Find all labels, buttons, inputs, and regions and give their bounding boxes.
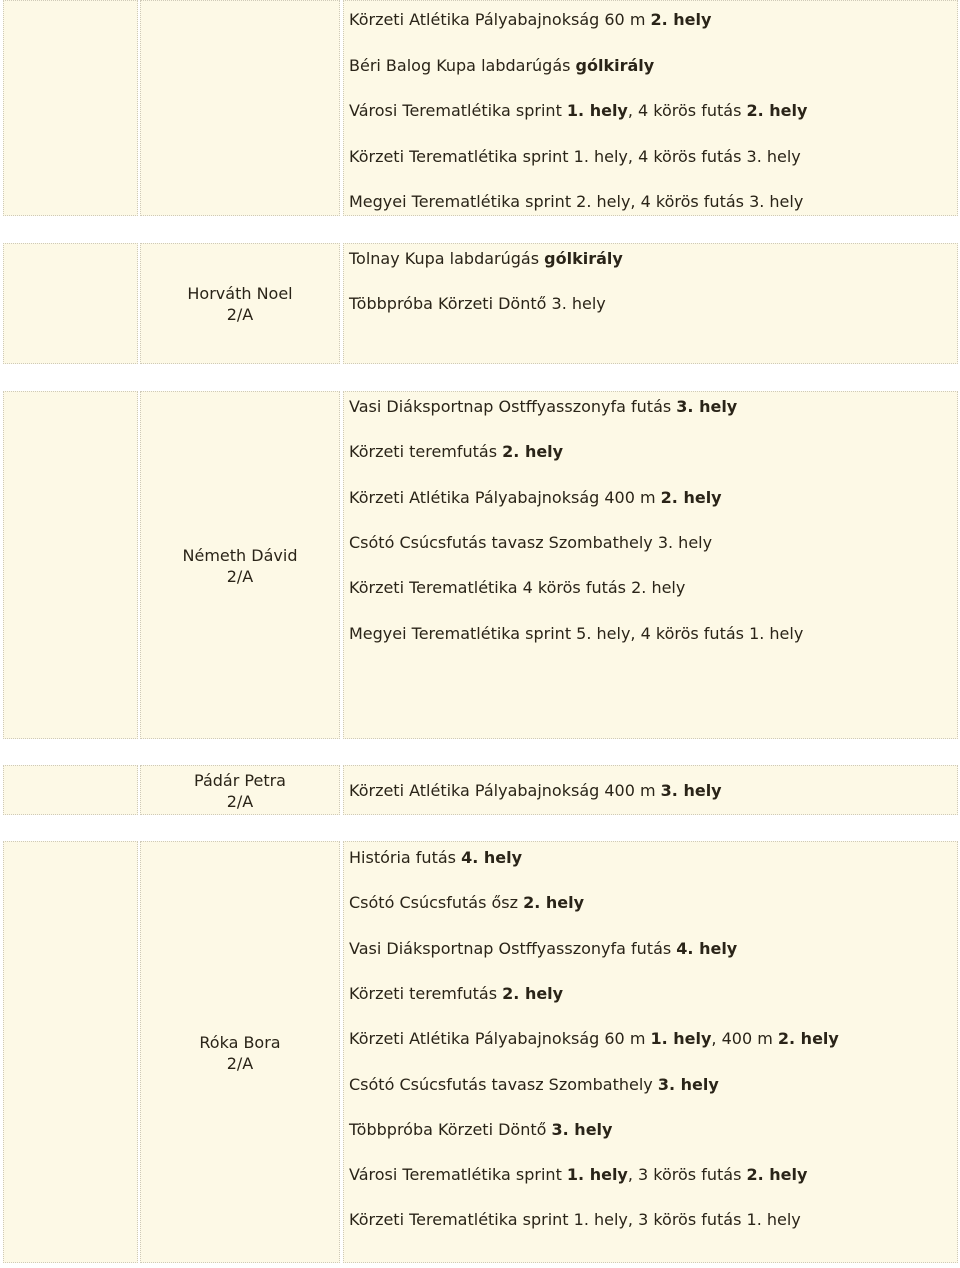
student-cell — [140, 243, 340, 364]
achievement-line — [349, 397, 737, 417]
achievement-text: Körzeti Terematlétika sprint 1. hely, 4 körös futás 3. hely — [349, 146, 801, 166]
achievement-line — [349, 101, 807, 121]
achievement-text: Körzeti Terematlétika sprint 1. hely, 3 körös futás 1. hely — [349, 1210, 801, 1230]
student-name-block — [141, 545, 339, 587]
result-row — [0, 841, 960, 1263]
student-name: Róka Bora — [199, 1033, 281, 1052]
achievement-highlight: 4. hely — [676, 938, 738, 958]
student-name: Pádár Petra — [194, 771, 286, 790]
achievement-line — [349, 1210, 801, 1230]
achievement-text: Körzeti Terematlétika 4 körös futás 2. hely — [349, 578, 686, 598]
student-name: Németh Dávid — [182, 546, 298, 565]
achievement-line — [349, 624, 803, 644]
result-row — [0, 765, 960, 815]
achievement-text: Vasi Diáksportnap Ostffyasszonyfa futás — [349, 938, 677, 958]
achievement-line — [349, 1165, 807, 1185]
row-spacer-cell — [3, 765, 138, 815]
achievement-line — [349, 893, 584, 913]
student-class: 2/A — [226, 792, 254, 811]
achievement-highlight: 1. hely — [650, 1029, 712, 1049]
achievement-line — [349, 848, 522, 868]
student-class: 2/A — [226, 567, 254, 586]
achievement-line — [349, 1120, 612, 1140]
student-cell — [140, 0, 340, 216]
achievement-text: Többpróba Körzeti Döntő — [349, 1119, 552, 1139]
achievement-highlight: 2. hely — [660, 487, 722, 507]
achievement-text: Többpróba Körzeti Döntő 3. hely — [349, 294, 606, 313]
achievement-highlight: 1. hely — [566, 101, 628, 120]
achievement-highlight: 3. hely — [551, 1119, 613, 1139]
achievement-highlight: gólkirály — [544, 249, 623, 268]
achievement-line — [349, 294, 606, 314]
result-row — [0, 243, 960, 364]
achievement-highlight: 2. hely — [502, 442, 564, 462]
student-name-block — [141, 1032, 339, 1074]
student-cell — [140, 391, 340, 739]
achievement-text: Vasi Diáksportnap Ostffyasszonyfa futás — [349, 397, 677, 416]
student-name-block — [141, 770, 339, 812]
achievement-highlight: 2. hely — [746, 1165, 808, 1185]
achievement-highlight: 2. hely — [650, 10, 712, 29]
row-spacer-cell — [3, 391, 138, 739]
achievement-highlight: 2. hely — [746, 101, 808, 120]
achievement-text: Körzeti Atlétika Pályabajnokság 60 m — [349, 10, 651, 29]
achievement-text: , 400 m — [711, 1029, 778, 1049]
result-row — [0, 391, 960, 739]
achievement-text: Tolnay Kupa labdarúgás — [349, 249, 545, 268]
achievement-line — [349, 1029, 839, 1049]
achievement-text: Csótó Csúcsfutás ősz — [349, 893, 524, 913]
student-class: 2/A — [226, 305, 254, 324]
achievement-line — [349, 533, 712, 553]
achievement-line — [349, 192, 803, 212]
student-name-block — [141, 283, 339, 325]
achievement-line — [349, 488, 722, 508]
achievement-text: Városi Terematlétika sprint — [349, 101, 567, 120]
achievement-text: Körzeti Atlétika Pályabajnokság 60 m — [349, 1029, 651, 1049]
achievement-highlight: 3. hely — [657, 1074, 719, 1094]
achievement-text: Csótó Csúcsfutás tavasz Szombathely — [349, 1074, 658, 1094]
row-spacer-cell — [3, 0, 138, 216]
achievement-text: Körzeti Atlétika Pályabajnokság 400 m — [349, 781, 661, 800]
achievement-line — [349, 1075, 719, 1095]
achievement-text: Csótó Csúcsfutás tavasz Szombathely 3. hely — [349, 532, 713, 552]
achievement-line — [349, 56, 654, 76]
achievement-line — [349, 781, 722, 801]
achievement-text: Városi Terematlétika sprint — [349, 1165, 567, 1185]
student-name: Horváth Noel — [187, 284, 293, 303]
achievement-text: Megyei Terematlétika sprint 2. hely, 4 körös futás 3. hely — [349, 192, 804, 211]
achievement-line — [349, 939, 737, 959]
achievement-highlight: 3. hely — [676, 397, 738, 416]
achievement-text: Körzeti teremfutás — [349, 983, 503, 1003]
achievement-line — [349, 442, 563, 462]
achievement-text: Megyei Terematlétika sprint 5. hely, 4 körös futás 1. hely — [349, 623, 804, 643]
achievement-highlight: 3. hely — [660, 781, 722, 800]
achievement-line — [349, 578, 685, 598]
achievement-highlight: 4. hely — [461, 848, 522, 867]
achievement-highlight: 2. hely — [777, 1029, 839, 1049]
achievement-text: Körzeti Atlétika Pályabajnokság 400 m — [349, 487, 661, 507]
student-class: 2/A — [226, 1054, 254, 1073]
achievement-line — [349, 249, 623, 269]
achievement-text: , 3 körös futás — [627, 1165, 747, 1185]
achievement-line — [349, 984, 563, 1004]
achievement-text: Körzeti teremfutás — [349, 442, 503, 462]
achievement-text: História futás — [349, 848, 462, 867]
achievement-text: , 4 körös futás — [627, 101, 747, 120]
row-spacer-cell — [3, 841, 138, 1263]
achievement-highlight: 2. hely — [523, 893, 585, 913]
row-spacer-cell — [3, 243, 138, 364]
result-row — [0, 0, 960, 216]
achievement-text: Béri Balog Kupa labdarúgás — [349, 55, 576, 75]
student-cell — [140, 765, 340, 815]
achievement-highlight: 1. hely — [566, 1165, 628, 1185]
achievement-highlight: gólkirály — [575, 55, 655, 75]
student-cell — [140, 841, 340, 1263]
achievement-line — [349, 147, 801, 167]
achievement-line — [349, 10, 711, 30]
achievement-highlight: 2. hely — [502, 983, 564, 1003]
